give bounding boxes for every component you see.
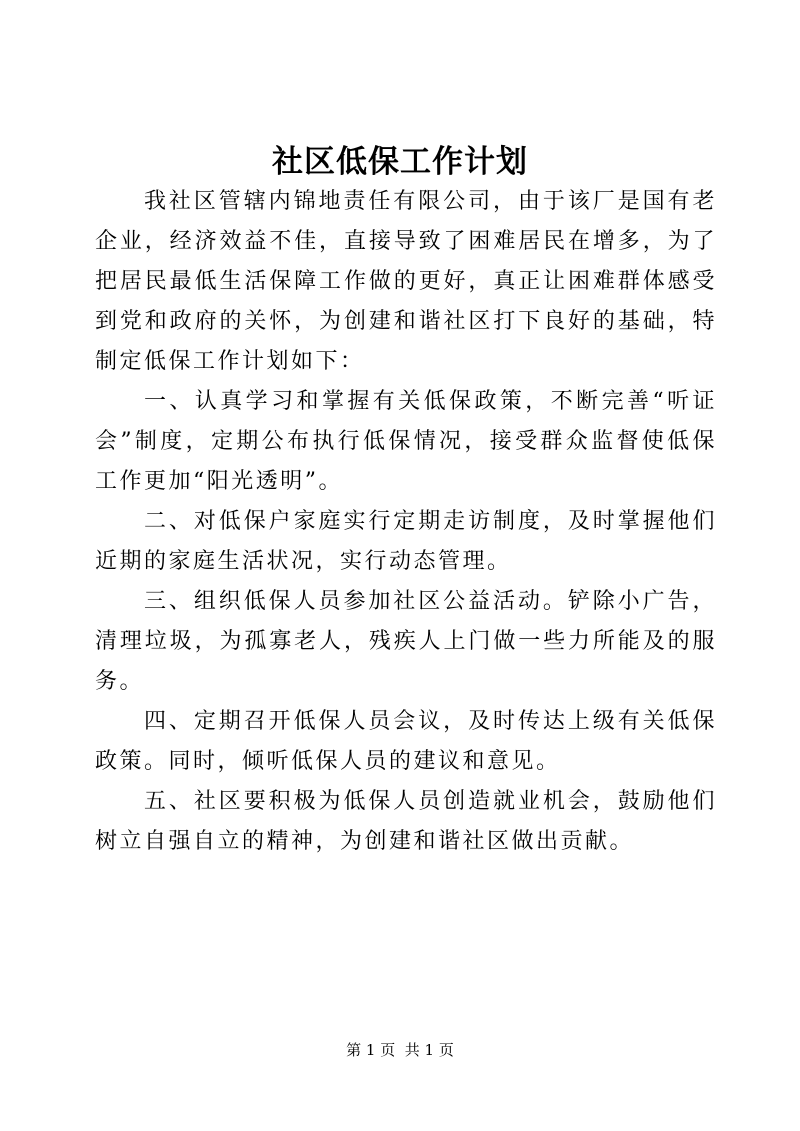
paragraph-item-4: 四、定期召开低保人员会议，及时传达上级有关低保政策。同时，倾听低保人员的建议和意见。 xyxy=(95,709,717,774)
document-title: 社区低保工作计划 xyxy=(272,144,528,180)
paragraph-item-5: 五、社区要积极为低保人员创造就业机会，鼓励他们树立自强自立的精神，为创建和谐社区做出贡献。 xyxy=(95,789,717,854)
document-body xyxy=(95,182,717,862)
page-footer xyxy=(0,1040,800,1060)
page-number-label: 第 1 页 共 1 页 xyxy=(346,1041,454,1059)
paragraph-intro: 我社区管辖内锦地责任有限公司，由于该厂是国有老企业，经济效益不佳，直接导致了困难居民在增多，为了把居民最低生活保障工作做的更好，真正让困难群体感受到党和政府的关怀，为创建和谐社区打下良好的基础，特制定低保工作计划如下： xyxy=(95,189,717,374)
paragraph-item-3: 三、组织低保人员参加社区公益活动。铲除小广告，清理垃圾，为孤寡老人，残疾人上门做一些力所能及的服务。 xyxy=(95,589,717,694)
paragraph-item-2: 二、对低保户家庭实行定期走访制度，及时掌握他们近期的家庭生活状况，实行动态管理。 xyxy=(95,509,717,574)
paragraph-item-1: 一、认真学习和掌握有关低保政策，不断完善“听证会”制度，定期公布执行低保情况，接受群众监督使低保工作更加“阳光透明”。 xyxy=(95,389,717,494)
